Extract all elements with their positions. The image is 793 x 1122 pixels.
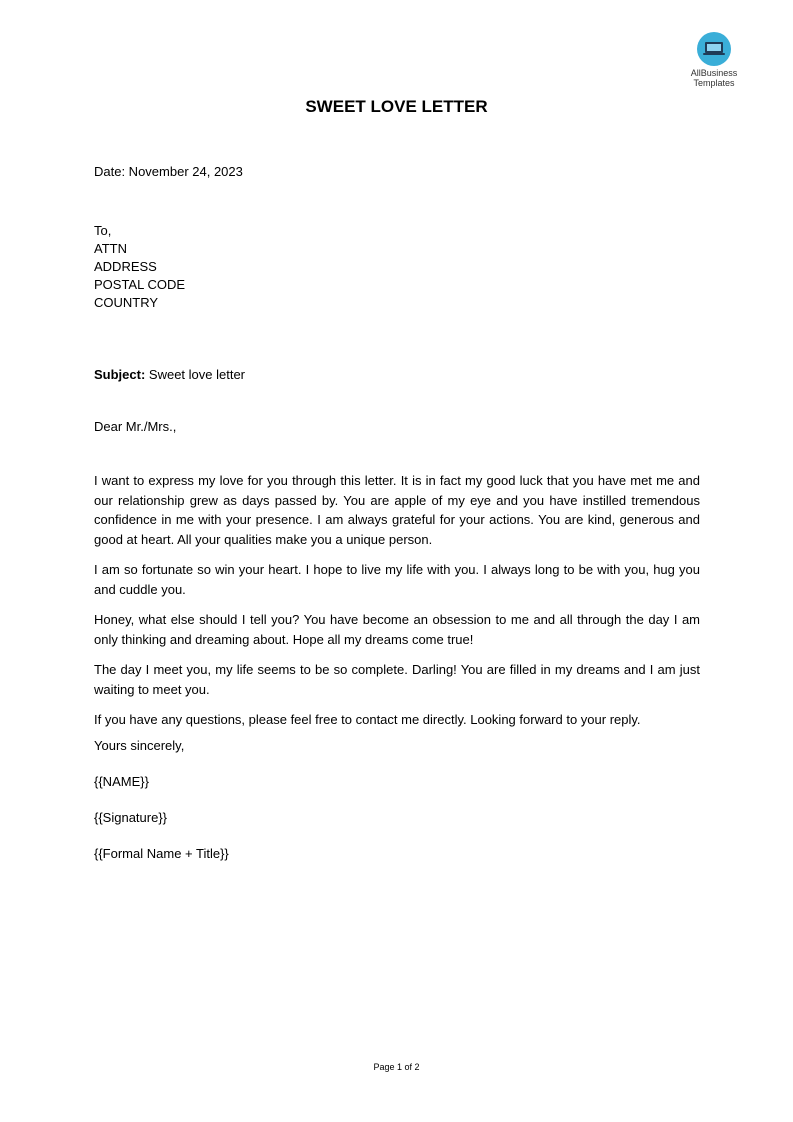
recipient-line: ADDRESS <box>94 259 157 274</box>
body-paragraph: Honey, what else should I tell you? You have become an obsession to me and all through the day I am only thinking and dreaming about. Hope all my dreams come true! <box>94 612 700 647</box>
recipient-address-block <box>94 222 700 312</box>
salutation: Dear Mr./Mrs., <box>94 419 177 434</box>
subject-text: Sweet love letter <box>145 367 246 382</box>
page-number: Page 1 of 2 <box>373 1062 420 1072</box>
recipient-line: To, <box>94 223 112 238</box>
laptop-icon <box>697 32 731 66</box>
document-title: SWEET LOVE LETTER <box>305 97 488 116</box>
body-paragraph: I want to express my love for you through this letter. It is in fact my good luck that you have met me and our relationship grew as days passed by. You are apple of my eye and you have instilled tremendous confidence in me with your presence. I am always grateful for your actions. You are kind, generous and good at heart. All your qualities make you a unique person. <box>94 473 700 547</box>
logo-text: AllBusiness Templates <box>690 68 738 88</box>
letter-date: Date: November 24, 2023 <box>94 164 243 179</box>
recipient-line: ATTN <box>94 241 127 256</box>
body-paragraph: The day I meet you, my life seems to be so complete. Darling! You are filled in my dreams and I am just waiting to meet you. <box>94 662 700 697</box>
name-placeholder: {{NAME}} <box>94 774 149 789</box>
body-paragraph: If you have any questions, please feel free to contact me directly. Looking forward to your reply. <box>94 712 641 727</box>
recipient-line: POSTAL CODE <box>94 277 186 292</box>
closing-block <box>94 737 700 881</box>
recipient-line: COUNTRY <box>94 295 159 310</box>
allbusiness-templates-logo <box>678 32 750 88</box>
formal-name-placeholder: {{Formal Name + Title}} <box>94 846 229 861</box>
subject-line <box>94 366 700 384</box>
body-paragraph: I am so fortunate so win your heart. I hope to live my life with you. I always long to be with you, hug you and cuddle you. <box>94 562 700 597</box>
closing-phrase: Yours sincerely, <box>94 738 185 753</box>
signature-placeholder: {{Signature}} <box>94 810 168 825</box>
letter-body <box>94 471 700 741</box>
subject-label: Subject: <box>94 367 146 382</box>
